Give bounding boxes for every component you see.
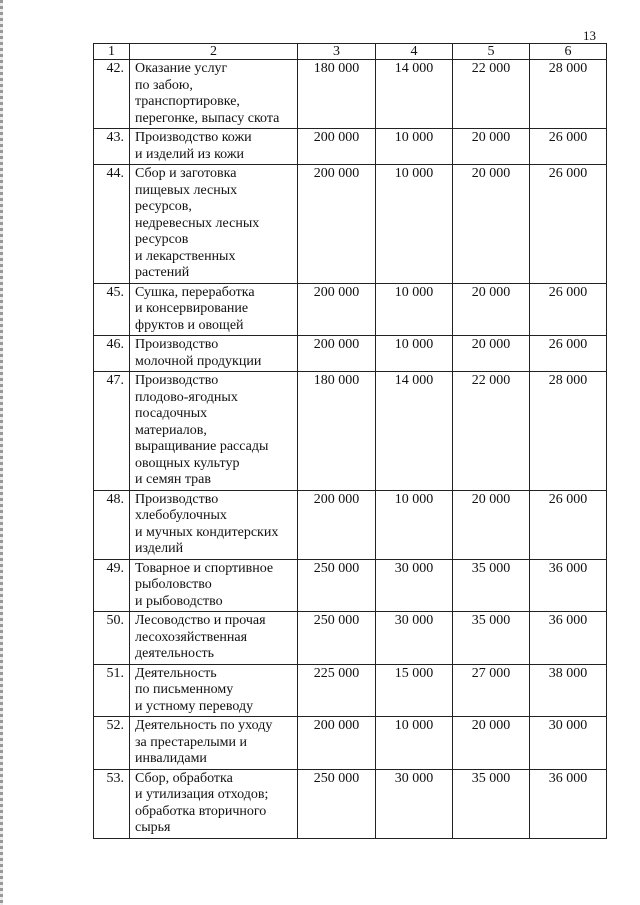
- value-col-4: 30 000: [376, 559, 453, 612]
- table-row: [94, 559, 607, 612]
- row-number: 45.: [94, 283, 130, 336]
- value-col-3: 200 000: [298, 336, 376, 372]
- activity-name: Производство кожи и изделий из кожи: [130, 129, 298, 165]
- value-col-4: 14 000: [376, 372, 453, 491]
- value-col-4: 10 000: [376, 283, 453, 336]
- table-row: [94, 165, 607, 284]
- scan-edge: [0, 0, 3, 905]
- table-row: [94, 490, 607, 559]
- column-header: 5: [453, 44, 530, 60]
- value-col-3: 225 000: [298, 664, 376, 717]
- value-col-4: 10 000: [376, 165, 453, 284]
- column-header: 6: [530, 44, 607, 60]
- table-row: [94, 283, 607, 336]
- row-number: 49.: [94, 559, 130, 612]
- activity-name: Сушка, переработка и консервирование фруктов и овощей: [130, 283, 298, 336]
- table-row: [94, 60, 607, 129]
- value-col-4: 10 000: [376, 336, 453, 372]
- value-col-5: 20 000: [453, 165, 530, 284]
- activity-name: Товарное и спортивное рыболовство и рыбоводство: [130, 559, 298, 612]
- value-col-3: 200 000: [298, 165, 376, 284]
- tariff-table: [93, 43, 607, 839]
- value-col-5: 27 000: [453, 664, 530, 717]
- value-col-6: 28 000: [530, 372, 607, 491]
- value-col-4: 30 000: [376, 612, 453, 665]
- value-col-6: 38 000: [530, 664, 607, 717]
- table-row: [94, 336, 607, 372]
- row-number: 50.: [94, 612, 130, 665]
- activity-name: Производство плодово-ягодных посадочных материалов, выращивание рассады овощных культур и семян трав: [130, 372, 298, 491]
- activity-name: Сбор, обработка и утилизация отходов; обработка вторичного сырья: [130, 769, 298, 838]
- value-col-6: 26 000: [530, 129, 607, 165]
- value-col-6: 30 000: [530, 717, 607, 770]
- row-number: 42.: [94, 60, 130, 129]
- value-col-3: 200 000: [298, 717, 376, 770]
- row-number: 53.: [94, 769, 130, 838]
- page-number: 13: [583, 28, 596, 43]
- value-col-5: 20 000: [453, 336, 530, 372]
- table-row: [94, 612, 607, 665]
- row-number: 46.: [94, 336, 130, 372]
- value-col-5: 20 000: [453, 717, 530, 770]
- table-row: [94, 129, 607, 165]
- value-col-5: 35 000: [453, 769, 530, 838]
- row-number: 43.: [94, 129, 130, 165]
- activity-name: Деятельность по письменному и устному переводу: [130, 664, 298, 717]
- column-header: 3: [298, 44, 376, 60]
- column-header: 4: [376, 44, 453, 60]
- value-col-6: 36 000: [530, 612, 607, 665]
- value-col-3: 180 000: [298, 60, 376, 129]
- value-col-6: 26 000: [530, 490, 607, 559]
- value-col-3: 200 000: [298, 283, 376, 336]
- activity-name: Производство молочной продукции: [130, 336, 298, 372]
- value-col-4: 10 000: [376, 490, 453, 559]
- value-col-3: 250 000: [298, 612, 376, 665]
- value-col-4: 10 000: [376, 717, 453, 770]
- value-col-4: 14 000: [376, 60, 453, 129]
- row-number: 51.: [94, 664, 130, 717]
- value-col-4: 10 000: [376, 129, 453, 165]
- value-col-3: 250 000: [298, 769, 376, 838]
- value-col-5: 35 000: [453, 612, 530, 665]
- value-col-6: 28 000: [530, 60, 607, 129]
- row-number: 47.: [94, 372, 130, 491]
- activity-name: Деятельность по уходу за престарелыми и инвалидами: [130, 717, 298, 770]
- row-number: 44.: [94, 165, 130, 284]
- activity-name: Лесоводство и прочая лесохозяйственная деятельность: [130, 612, 298, 665]
- value-col-5: 22 000: [453, 60, 530, 129]
- row-number: 48.: [94, 490, 130, 559]
- table-row: [94, 372, 607, 491]
- value-col-3: 250 000: [298, 559, 376, 612]
- activity-name: Производство хлебобулочных и мучных кондитерских изделий: [130, 490, 298, 559]
- activity-name: Оказание услуг по забою, транспортировке, перегонке, выпасу скота: [130, 60, 298, 129]
- value-col-3: 180 000: [298, 372, 376, 491]
- value-col-5: 20 000: [453, 490, 530, 559]
- table-row: [94, 717, 607, 770]
- table-row: [94, 769, 607, 838]
- table-row: [94, 664, 607, 717]
- value-col-3: 200 000: [298, 490, 376, 559]
- value-col-5: 22 000: [453, 372, 530, 491]
- value-col-5: 20 000: [453, 129, 530, 165]
- value-col-6: 26 000: [530, 283, 607, 336]
- value-col-6: 36 000: [530, 559, 607, 612]
- header-row: [94, 44, 607, 60]
- activity-name: Сбор и заготовка пищевых лесных ресурсов, недревесных лесных ресурсов и лекарственных растений: [130, 165, 298, 284]
- value-col-6: 26 000: [530, 165, 607, 284]
- value-col-5: 35 000: [453, 559, 530, 612]
- value-col-5: 20 000: [453, 283, 530, 336]
- value-col-6: 36 000: [530, 769, 607, 838]
- value-col-4: 30 000: [376, 769, 453, 838]
- column-header: 1: [94, 44, 130, 60]
- value-col-6: 26 000: [530, 336, 607, 372]
- column-header: 2: [130, 44, 298, 60]
- value-col-4: 15 000: [376, 664, 453, 717]
- row-number: 52.: [94, 717, 130, 770]
- value-col-3: 200 000: [298, 129, 376, 165]
